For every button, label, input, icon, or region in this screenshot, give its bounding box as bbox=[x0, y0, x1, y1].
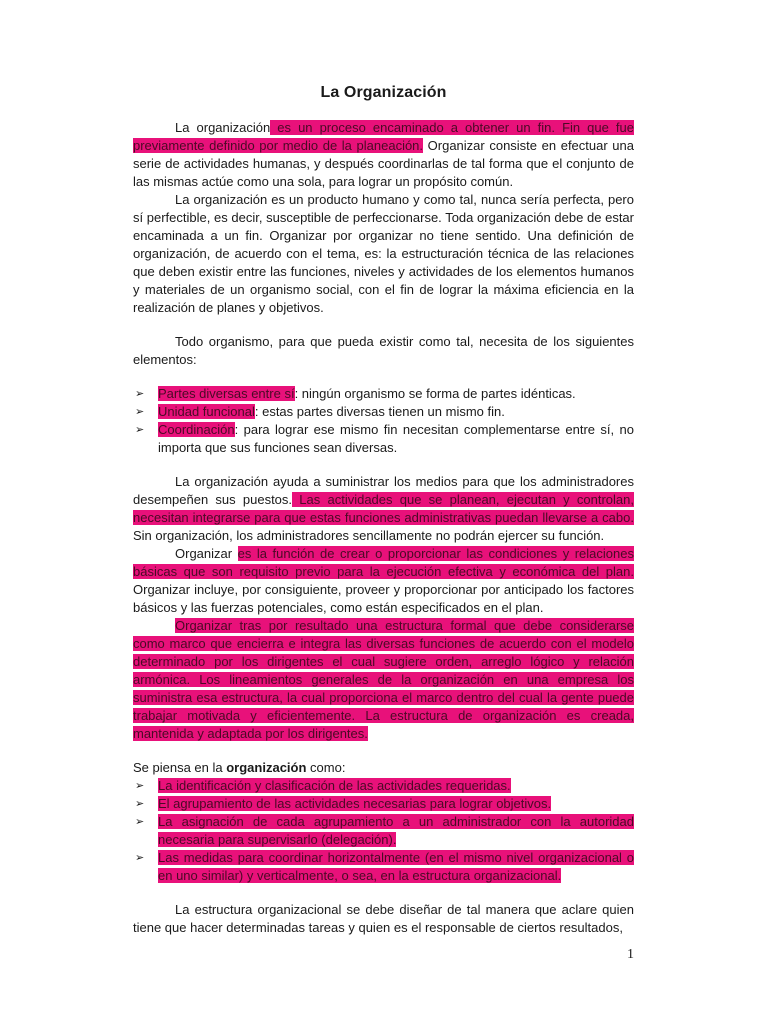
paragraph-1-part-c: Organizar consiste en efectuar una serie de actividades humanas, y después coordinarlas de tal forma que el conjunto de las mismas actúe como una sola, para lograr un propósito común. bbox=[133, 138, 634, 189]
page-number: 1 bbox=[627, 947, 634, 962]
paragraph-6 bbox=[133, 617, 634, 743]
paragraph-7 bbox=[133, 759, 634, 777]
organization-list bbox=[133, 777, 634, 885]
arrow-bullet-icon: ➢ bbox=[135, 816, 145, 828]
element-term: Partes diversas entre sí bbox=[158, 386, 295, 401]
paragraph-5-part-c: Organizar incluye, por consiguiente, proveer y proporcionar por anticipado los factores básicos y las fuerzas potenciales, como están especificados en el plan. bbox=[133, 582, 634, 615]
arrow-bullet-icon: ➢ bbox=[135, 388, 145, 400]
paragraph-5 bbox=[133, 545, 634, 617]
page-title: La Organización bbox=[320, 84, 447, 101]
list-item-text: La identificación y clasificación de las actividades requeridas. bbox=[158, 778, 511, 793]
list-item bbox=[133, 403, 634, 421]
highlight-activities: Las actividades que se planean, ejecutan y controlan, necesitan integrarse para que estas funciones administrativas puedan llevarse a cabo. bbox=[133, 492, 634, 525]
paragraph-1 bbox=[133, 119, 634, 191]
spacer bbox=[133, 885, 634, 901]
paragraph-4-part-c: Sin organización, los administradores sencillamente no podrán ejercer su función. bbox=[133, 528, 605, 543]
arrow-bullet-icon: ➢ bbox=[135, 852, 145, 864]
list-item bbox=[133, 385, 634, 403]
spacer bbox=[133, 369, 634, 385]
element-text: : para lograr ese mismo fin necesitan complementarse entre sí, no importa que sus funciones sean diversas. bbox=[158, 422, 634, 455]
list-item bbox=[133, 813, 634, 849]
list-item-text: Las medidas para coordinar horizontalmente (en el mismo nivel organizacional o en uno similar) y verticalmente, o sea, en la estructura organizacional. bbox=[158, 850, 634, 883]
spacer bbox=[133, 743, 634, 759]
highlight-structure: Organizar tras por resultado una estructura formal que debe considerarse como marco que encierra e integra las diversas funciones de acuerdo con el modelo determinado por los dirigentes el cual sugiere orden, arreglo lógico y relación armónica. Los lineamientos generales de la organización en una empresa los suministra esa estructura, la cual proporciona el marco dentro del cual la gente puede trabajar motivada y eficientemente. La estructura de organización es creada, mantenida y adaptada por los dirigentes. bbox=[133, 618, 634, 741]
bold-term: organización bbox=[226, 760, 307, 775]
paragraph-8: La estructura organizacional se debe diseñar de tal manera que aclare quien tiene que hacer determinadas tareas y quien es el responsable de ciertos resultados, bbox=[133, 902, 634, 935]
element-term: Unidad funcional bbox=[158, 404, 255, 419]
elements-list bbox=[133, 385, 634, 457]
spacer bbox=[133, 317, 634, 333]
list-item bbox=[133, 777, 634, 795]
list-item-text: La asignación de cada agrupamiento a un administrador con la autoridad necesaria para supervisarlo (delegación). bbox=[158, 814, 634, 847]
paragraph-5-part-a: Organizar bbox=[175, 546, 238, 561]
highlight-definition: es un proceso encaminado a obtener un fin. Fin que fue previamente definido por medio de la planeación. bbox=[133, 120, 634, 153]
paragraph-7-part-c: como: bbox=[306, 760, 346, 775]
element-term: Coordinación bbox=[158, 422, 235, 437]
element-text: : estas partes diversas tienen un mismo fin. bbox=[254, 404, 505, 419]
paragraph-4-part-a: La organización ayuda a suministrar los medios para que los administradores desempeñen sus puestos. bbox=[133, 474, 634, 507]
arrow-bullet-icon: ➢ bbox=[135, 406, 145, 418]
paragraph-4 bbox=[133, 473, 634, 545]
arrow-bullet-icon: ➢ bbox=[135, 798, 145, 810]
paragraph-2: La organización es un producto humano y como tal, nunca sería perfecta, pero sí perfectible, es decir, susceptible de perfeccionarse. Toda organización debe de estar encaminada a un fin. Organizar por organizar no tiene sentido. Una definición de organización, de acuerdo con el tema, es: la estructuración técnica de las relaciones que deben existir entre las funciones, niveles y actividades de los elementos humanos y materiales de un organismo social, con el fin de lograr la máxima eficiencia en la realización de planes y objetivos. bbox=[133, 192, 634, 315]
arrow-bullet-icon: ➢ bbox=[135, 424, 145, 436]
spacer bbox=[133, 457, 634, 473]
highlight-function: es la función de crear o proporcionar las condiciones y relaciones básicas que son requisito previo para la ejecución efectiva y económica del plan. bbox=[133, 546, 634, 579]
element-text: : ningún organismo se forma de partes idénticas. bbox=[294, 386, 576, 401]
list-item-text: El agrupamiento de las actividades necesarias para lograr objetivos. bbox=[158, 796, 552, 811]
paragraph-3: Todo organismo, para que pueda existir como tal, necesita de los siguientes elementos: bbox=[133, 334, 634, 367]
list-item bbox=[133, 849, 634, 885]
paragraph-1-part-a: La organización bbox=[175, 120, 271, 135]
paragraph-7-part-a: Se piensa en la bbox=[133, 760, 227, 775]
arrow-bullet-icon: ➢ bbox=[135, 780, 145, 792]
list-item bbox=[133, 795, 634, 813]
list-item bbox=[133, 421, 634, 457]
